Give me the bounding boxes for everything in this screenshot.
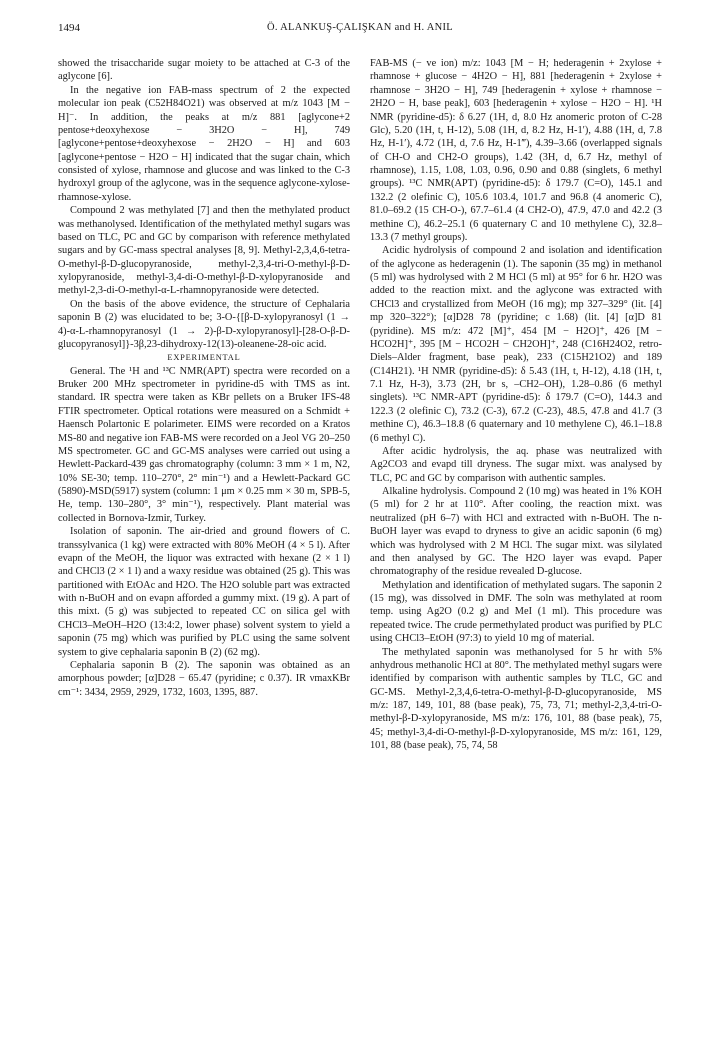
section-heading-experimental: EXPERIMENTAL [167,353,241,363]
page-number: 1494 [58,22,80,34]
right-paragraph-acidic-hydrolysis: Acidic hydrolysis of compound 2 and isolation and identification of the aglycone as hederagenin (1). The saponin (35 mg) in methanol (5 ml) was hydrolysed with 2 M HCl (5 ml) at 95° for 6 hr. H2O was added to the reaction mixt. and the aglycone was extracted with CHCl3 and crystallized from MeOH (16 mg); mp 327–329° (lit. [4] mp 320–322°); [α]D28 78 (pyridine; c 1.68) (lit. [4] [α]D 81 (pyridine). MS m/z: 472 [M]⁺, 454 [M − H2O]⁺, 426 [M − HCO2H]⁺, 395 [M − HCO2H − CH2OH]⁺, 248 (C16H24O2, retro-Diels–Alder fragment, base peak), 233 (C15H21O2) and 189 (C14H21). ¹H NMR (pyridine-d5): δ 5.43 (1H, t, H-12), 4.18 (1H, t, 7.1 Hz, H-3), 3.73 (2H, br s, –CH2–OH), 1.28–0.86 (6 methyl singlets). ¹³C NMR-APT (pyridine-d5): δ 179.7 (C=O), 144.3 and 122.3 (2 olefinic C), 73.2 (C-3), 67.2 (C-23), 48.5, 47.8 and 41.7 (3 methine C), 46.3–18.8 (6 quaternary and 10 methylene C), 46.1–18.8 (6 methyl C). [370,245,662,444]
left-paragraph-2: In the negative ion FAB-mass spectrum of 2 the expected molecular ion peak (C52H84O21) was observed at m/z 1043 [M − H]⁻. In addition, the peaks at m/z 881 [aglycone+2 pentose+deoxyhexose − 3H2O − H], 749 [aglycone+pentose+deoxyhexose − 2H2O − H] and 603 [aglycone+pentose − H2O − H] indicated that the sugar chain, which consisted of xylose, rhamnose and glucose and was linked to the C-3 hydroxyl group of the aglycone, was in the sequence aglycone-xylose-rhamnose-xylose. [58,84,350,203]
left-paragraph-general: General. The ¹H and ¹³C NMR(APT) spectra were recorded on a Bruker 200 MHz spectrometer in pyridine-d5 with TMS as int. standard. IR spectra were taken as KBr pellets on a Bruker IFS-48 FTIR spectrometer. Optical rotations were measured on a Schmidt + Haensch Polartonic E polarimeter. EIMS were recorded on a Kratos MS-80 and negative ion FAB-MS were recorded on a Jeol VG 20–250 MS spectrometer. GC and GC-MS analyses were carried out using a Hewlett-Packard-439 gas chromatography (column: 3 mm × 1 m, N2, 10% SE-30; temp. 110–270°, 2° min⁻¹) and a Hewlett-Packard GC (5890)-MSD(5917) system (column: 1 μm × 0.25 mm × 30 m, SPB-5, He, temp. 130–280°, 3° min⁻¹), respectively. Plant material was collected in Bornova-Izmir, Turkey. [58,365,350,524]
running-head: Ö. ALANKUŞ-ÇALIŞKAN and H. ANIL [266,22,454,33]
right-paragraph-methylation: Methylation and identification of methylated sugars. The saponin 2 (15 mg), was dissolved in DMF. The soln was methylated at room temp. using Ag2O (0.2 g) and MeI (1 ml). This procedure was repeated twice. The crude permethylated product was purified by PLC using CHCl3–EtOH (97:3) to yield 10 mg of material. [370,579,662,645]
left-paragraph-1: showed the trisaccharide sugar moiety to be attached at C-3 of the aglycone [6]. [58,58,350,83]
right-paragraph-3: After acidic hydrolysis, the aq. phase was neutralized with Ag2CO3 and evapd till dryness. The sugar mixt. was analysed by TLC, PC and GC by comparison with authentic samples. [370,445,662,484]
left-paragraph-saponin-b: Cephalaria saponin B (2). The saponin was obtained as an amorphous powder; [α]D28 − 65.47 (pyridine; c 0.37). IR νmaxKBr cm⁻¹: 3434, 2959, 2929, 1732, 1603, 1395, 887. [58,659,350,698]
right-paragraph-1: FAB-MS (− ve ion) m/z: 1043 [M − H; hederagenin + 2xylose + rhamnose + glucose − 4H2O − H], 881 [hederagenin + 2xylose + rhamnose − 3H2O − H], 749 [hederagenin + xylose + rhamnose − 2H2O − H, base peak], 603 [hederagenin + xylose − H2O − H]. ¹H NMR (pyridine-d5): δ 6.27 (1H, d, 8.0 Hz anomeric proton of C-28 Glc), 5.20 (1H, t, H-12), 5.08 (1H, d, 8.2 Hz, H-1′), 4.88 (1H, d, 7.8 Hz, H-1′), 4.72 (1H, d, 7.6 Hz, H-1‴), 4.39–3.66 (overlapped signals of CH-O and CH2-O groups), 1.42 (3H, d, 6.7 Hz, methyl of rhamnose), 1.15, 1.08, 1.03, 0.96, 0.90 and 0.88 (singlets, 6 methyl groups). ¹³C NMR(APT) (pyridine-d5): δ 179.7 (C=O), 145.1 and 132.2 (2 olefinic C), 105.6 103.4, 101.7 and 96.8 (4 anomeric C), 81.0–69.2 (15 CH-O-), 67.7–61.4 (4 CH2-O), 47.9, 47.0 and 42.2 (3 methine C), 46.2–25.1 (6 quaternary C and 10 methylene C), 32.8–13.3 (7 methyl groups). [370,58,662,243]
right-paragraph-alkaline-hydrolysis: Alkaline hydrolysis. Compound 2 (10 mg) was heated in 1% KOH (5 ml) for 2 hr at 110°. After cooling, the reaction mixt. was neutralized (pH 6–7) with HCl and extracted with n-BuOH. The n-BuOH layer was evapd to dryness to give an acidic saponin (6 mg) which was hydrolysed with 2 M HCl. The sugar mixt. was silylated and then analysed by GC. The H2O layer was evapd. Paper chromatography of the residue revealed D-glucose. [370,486,662,578]
left-column [58,57,350,699]
left-paragraph-4: On the basis of the above evidence, the structure of Cephalaria saponin B (2) was elucidated to be; 3-O-{[β-D-xylopyranosyl (1 → 4)-α-L-rhamnopyranosyl (1 → 2)-β-D-xylopyranosyl]-[28-O-β-D-glucopyranosyl]}-3β,23-dihydroxy-12(13)-oleanene-28-oic acid. [58,298,350,350]
right-column [370,57,662,753]
left-paragraph-isolation: Isolation of saponin. The air-dried and ground flowers of C. transsylvanica (1 kg) were extracted with 80% MeOH (4 × 5 l). After evapn of the MeOH, the liquor was extracted with hexane (2 × 1 l) and CHCl3 (2 × 1 l) and a waxy residue was obtained (25 g). This was partitioned with EtOAc and H2O. The H2O soluble part was extracted with n-BuOH and on evapn afforded a gummy mixt. (19 g). A part of this mixt. (5 g) was subjected to repeated CC on silica gel with CHCl3–MeOH–H2O (13:4:2, lower phase) solvent system to yield a saponin (75 mg) which was purified by PLC using the same solvent system to give cephalaria saponin B (2) (62 mg). [58,526,350,658]
right-paragraph-6: The methylated saponin was methanolysed for 5 hr with 5% anhydrous methanolic HCl at 80°. The methylated methyl sugars were identified by comparison with authentic samples by TLC, GC and GC-MS. Methyl-2,3,4,6-tetra-O-methyl-β-D-glucopyranoside, MS m/z: 187, 149, 101, 88 (base peak), 75, 73, 71; methyl-2,3,4-tri-O-methyl-β-D-xylopyranoside, MS m/z: 176, 101, 88 (base peak), 75, 45; methyl-3,4-di-O-methyl-β-D-xylopyranoside, MS m/z: 161, 129, 101, 88 (base peak), 75, 74, 58 [370,646,662,752]
left-paragraph-3: Compound 2 was methylated [7] and then the methylated product was methanolysed. Identification of the methylated methyl sugars was based on TLC, PC and GC by comparison with reference methylated sugars and by GC-mass spectral analyses [8, 9]. Methyl-2,3,4,6-tetra-O-methyl-β-D-glucopyranoside, methyl-2,3,4-tri-O-methyl-β-D-xylopyranoside, methyl-3,4-di-O-methyl-β-D-xylopyranoside and methyl-2,3-di-O-methyl-α-L-rhamnopyranoside were detected. [58,205,350,297]
